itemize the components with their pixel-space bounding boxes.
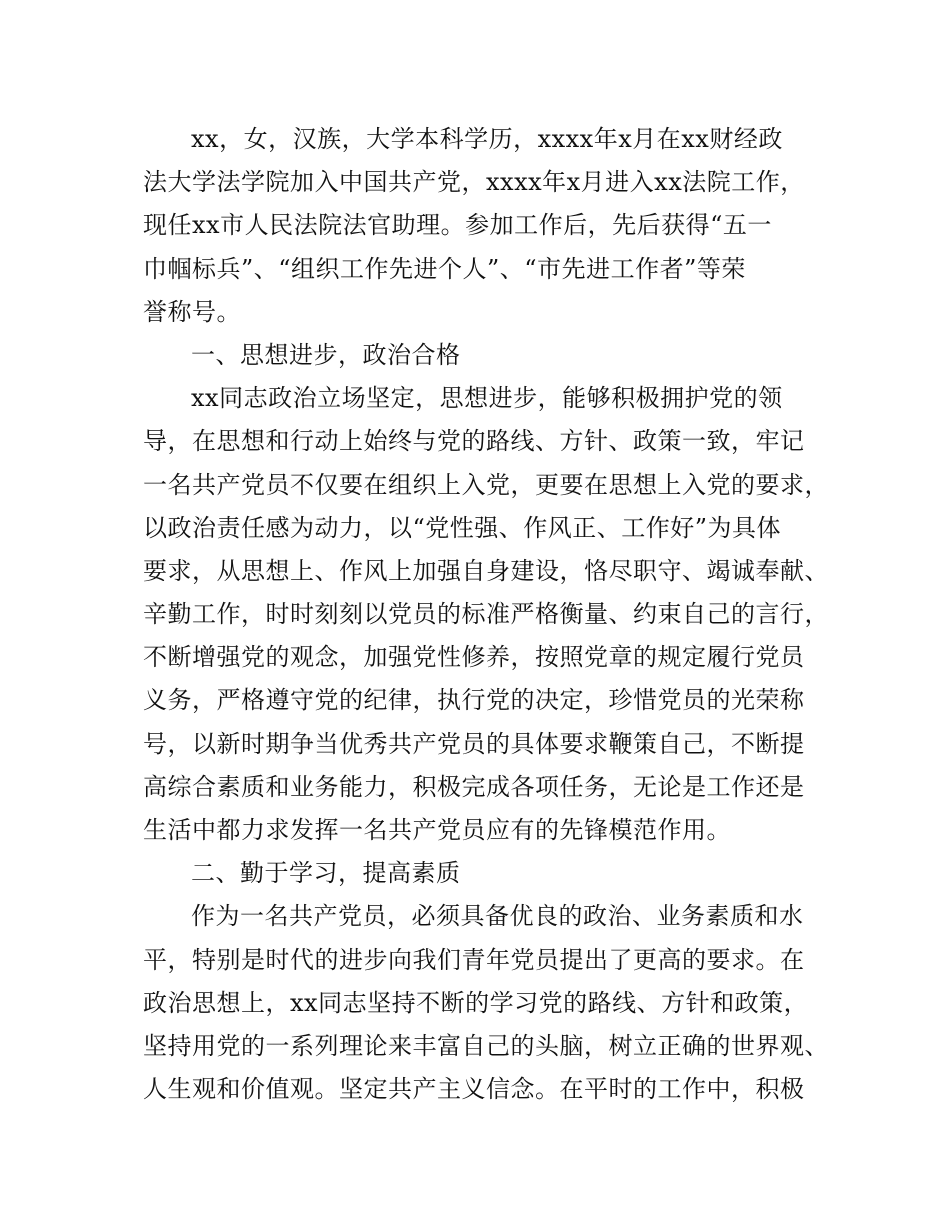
paragraph-line: 生活中都力求发挥一名共产党员应有的先锋模范作用。 bbox=[143, 816, 731, 844]
intro-paragraph bbox=[143, 118, 833, 334]
section-2-heading: 二、勤于学习，提高素质 bbox=[191, 859, 461, 888]
paragraph-line: 现任xx市人民法院法官助理。参加工作后，先后获得“五一 bbox=[143, 211, 772, 240]
paragraph-line: 导，在思想和行动上始终与党的路线、方针、政策一致，牢记 bbox=[143, 427, 805, 456]
paragraph-line: 义务，严格遵守党的纪律，执行党的决定，珍惜党员的光荣称 bbox=[143, 686, 805, 715]
paragraph-line: 政治思想上，xx同志坚持不断的学习党的路线、方针和政策， bbox=[143, 988, 809, 1017]
paragraph-line: 高综合素质和业务能力，积极完成各项任务，无论是工作还是 bbox=[143, 772, 805, 801]
paragraph-line: 一名共产党员不仅要在组织上入党，更要在思想上入党的要求， bbox=[143, 470, 829, 499]
section-1-heading: 一、思想进步，政治合格 bbox=[191, 340, 461, 369]
paragraph-line: 誉称号。 bbox=[143, 297, 241, 326]
paragraph-line: 作为一名共产党员，必须具备优良的政治、业务素质和水 bbox=[191, 902, 804, 931]
paragraph-line: 人生观和价值观。坚定共产主义信念。在平时的工作中，积极 bbox=[143, 1075, 805, 1104]
document-body bbox=[143, 118, 833, 1111]
paragraph-line: 法大学法学院加入中国共产党，xxxx年x月进入xx法院工作， bbox=[143, 168, 805, 197]
paragraph-line: 号，以新时期争当优秀共产党员的具体要求鞭策自己，不断提 bbox=[143, 729, 805, 758]
section-1-paragraph bbox=[143, 377, 833, 852]
paragraph-line: 要求，从思想上、作风上加强自身建设，恪尽职守、竭诚奉献、 bbox=[143, 556, 829, 585]
paragraph-line: 不断增强党的观念，加强党性修养，按照党章的规定履行党员 bbox=[143, 643, 805, 672]
paragraph-line: 坚持用党的一系列理论来丰富自己的头脑，树立正确的世界观、 bbox=[143, 1031, 829, 1060]
paragraph-line: xx同志政治立场坚定，思想进步，能够积极拥护党的领 bbox=[191, 384, 783, 413]
section-2-paragraph bbox=[143, 895, 833, 1111]
paragraph-line: 以政治责任感为动力，以“党性强、作风正、工作好”为具体 bbox=[143, 513, 782, 542]
paragraph-line: 巾帼标兵”、“组织工作先进个人”、“市先进工作者”等荣 bbox=[143, 254, 746, 283]
paragraph-line: 辛勤工作，时时刻刻以党员的标准严格衡量、约束自己的言行， bbox=[143, 600, 829, 629]
paragraph-line: xx，女，汉族，大学本科学历，xxxx年x月在xx财经政 bbox=[191, 125, 783, 153]
paragraph-line: 平，特别是时代的进步向我们青年党员提出了更高的要求。在 bbox=[143, 945, 805, 974]
